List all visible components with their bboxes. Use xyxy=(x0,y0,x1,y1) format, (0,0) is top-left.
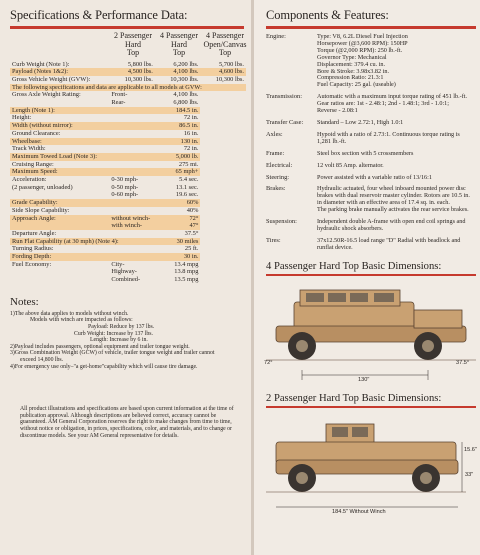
table-cell xyxy=(200,238,246,246)
feature-row xyxy=(266,94,476,115)
feature-line: 1,281 lb.-ft. xyxy=(317,137,347,145)
table-cell: Fuel Economy: xyxy=(12,260,52,268)
table-cell: Grade Capability: xyxy=(10,199,155,207)
spec-row xyxy=(10,238,246,246)
wheelbase-label: 130" xyxy=(358,376,370,383)
table-cell xyxy=(10,276,109,284)
table-cell xyxy=(10,191,109,199)
table-cell xyxy=(200,215,246,223)
table-cell xyxy=(200,207,246,215)
page-title: Specifications & Performance Data: xyxy=(10,8,188,22)
column-headers xyxy=(110,31,247,58)
feature-line: Independent double A-frame with open end coil springs and xyxy=(317,218,466,226)
table-cell: Width (without mirror): xyxy=(10,122,155,130)
table-cell: Gross Axle Weight Rating: xyxy=(12,91,81,99)
feature-line: Reverse - 2.08:1 xyxy=(317,107,358,115)
table-cell xyxy=(200,122,246,130)
fuel-row xyxy=(10,268,246,276)
table-cell: 60% xyxy=(155,199,201,207)
column-header-line: Hard xyxy=(125,39,141,49)
table-cell: 0-60 mph- xyxy=(111,191,139,199)
length-label: 184.5" Without Winch xyxy=(332,508,386,515)
note-line: Curb Weight: Increase by 137 lbs. xyxy=(74,330,153,337)
feature-label: Frame: xyxy=(266,149,285,157)
table-cell: 19.6 sec. xyxy=(175,191,199,199)
feature-label: Electrical: xyxy=(266,161,293,169)
table-cell: 4,600 lbs. xyxy=(200,68,246,76)
spec-row xyxy=(10,207,246,215)
table-cell xyxy=(200,138,246,146)
feature-label: Steering: xyxy=(266,173,290,181)
feature-line: in diameter with an effective area of 17.4 sq. in. each. xyxy=(317,199,450,207)
table-cell xyxy=(200,199,246,207)
table-cell xyxy=(200,91,246,99)
departure-angle-label: 37.5° xyxy=(456,359,470,366)
table-cell: 5,800 lbs. xyxy=(127,60,153,68)
table-cell: Track Width: xyxy=(12,145,46,153)
fuel-row xyxy=(10,261,246,269)
table-cell: 30 in. xyxy=(155,253,201,261)
disclaimer: All product illustrations and specifications are based upon current information at the time of publication approval. Although descriptions are believed correct, accuracy cannot be guaranteed. AM General Corporation reserves the right to make changes from time to time, without notice or obligation, in prices, specifications, color, and materials, and to change or discontinue models. See your AM General representative for details. xyxy=(20,406,234,439)
table-cell: Side Slope Capability: xyxy=(12,206,70,214)
weight-row xyxy=(10,76,246,84)
table-cell xyxy=(200,261,246,269)
table-cell: 6,200 lbs. xyxy=(173,60,199,68)
dim2-title: 2 Passenger Hard Top Basic Dimensions: xyxy=(266,392,442,404)
feature-line: Hydraulic actuated, four wheel inboard mounted power disc xyxy=(317,185,466,193)
feature-line: Fuel Capacity: 25 gal. (useable) xyxy=(317,81,396,89)
table-cell xyxy=(200,268,246,276)
feature-line: hydraulic shock absorbers. xyxy=(317,224,384,232)
table-cell: 16 in. xyxy=(183,129,199,137)
feature-row xyxy=(266,163,476,170)
feature-value xyxy=(317,175,476,182)
feature-line: Compression Ratio: 21.3:1 xyxy=(317,74,384,82)
note-line: Length: Increase by 6 in. xyxy=(90,337,148,344)
table-cell: Gross Vehicle Weight (GVW): xyxy=(12,75,91,83)
table-cell: 13.8 mpg xyxy=(174,268,199,276)
column-header-line: 4 Passenger xyxy=(206,31,244,40)
feature-label: Transfer Case: xyxy=(266,118,304,126)
spec-row xyxy=(10,153,246,161)
spec-row xyxy=(10,230,246,238)
column-4-passenger-open-top xyxy=(202,32,248,58)
table-cell: without winch- xyxy=(109,215,155,223)
feature-line: 12 volt 85 Amp. alternator. xyxy=(317,161,384,169)
notes xyxy=(10,311,244,370)
column-header-line: Top xyxy=(172,48,186,57)
table-cell xyxy=(200,145,246,153)
feature-line: brakes with dual reservoir master cylinder. Rotors are 10.5 in. xyxy=(317,192,470,200)
two-passenger-diagram xyxy=(266,412,476,522)
feature-value xyxy=(317,163,476,170)
ground-clearance-label: 33" xyxy=(465,471,474,478)
table-cell: 13.5 mpg xyxy=(174,276,199,284)
components-title: Components & Features: xyxy=(266,8,389,22)
table-cell xyxy=(10,99,109,107)
feature-line: Hypoid with a ratio of 2.73:1. Continuous torque rating is xyxy=(317,130,460,138)
table-cell: 5.4 sec. xyxy=(179,176,199,184)
feature-value xyxy=(317,186,476,214)
column-header-line: Top xyxy=(218,48,232,57)
column-header-line: Open/Canvas xyxy=(203,39,247,49)
table-cell xyxy=(200,114,246,122)
feature-row xyxy=(266,120,476,127)
spec-row xyxy=(10,138,246,146)
two-passenger-truck-drawing xyxy=(266,412,476,522)
note-line: Payload: Reduce by 137 lbs. xyxy=(88,324,155,331)
table-cell xyxy=(200,153,246,161)
table-cell: (2 passenger, unloaded) xyxy=(12,183,73,191)
table-cell: 5,000 lb. xyxy=(155,153,201,161)
spec-row xyxy=(10,161,246,169)
feature-row xyxy=(266,186,476,214)
table-cell: 65 mph+ xyxy=(155,168,201,176)
four-passenger-diagram xyxy=(266,280,476,390)
red-rule xyxy=(266,26,476,29)
feature-line: Steel box section with 5 crossmembers xyxy=(317,149,414,157)
note-line: 3)Gross Combination Weight (GCW) of vehicle, trailer tongue weight and trailer cannot xyxy=(10,350,215,357)
table-cell: 10,300 lbs. xyxy=(215,75,244,83)
table-cell xyxy=(200,245,246,253)
feature-line: Bore & Stroke: 3.98x3.82 in. xyxy=(317,67,390,75)
column-header-line: Top xyxy=(126,48,140,57)
table-cell: Ground Clearance: xyxy=(12,129,61,137)
feature-line: Automatic with a maximum input torque rating of 451 lb.-ft. xyxy=(317,93,468,101)
red-rule xyxy=(266,274,476,276)
accel-row xyxy=(10,176,246,184)
table-cell: The following specifications and data are applicable to all models at GVW: xyxy=(10,84,246,92)
table-cell xyxy=(200,130,246,138)
table-cell: Turning Radius: xyxy=(12,245,54,253)
red-rule xyxy=(266,406,476,408)
feature-label: Transmission: xyxy=(266,93,302,101)
feature-line: Standard – Low 2.72:1, High 1.0:1 xyxy=(317,118,404,126)
feature-value xyxy=(317,94,476,115)
table-cell: 13.4 mpg xyxy=(174,260,199,268)
table-cell: Highway- xyxy=(111,268,137,276)
feature-line: Gear ratios are: 1st - 2.48:1; 2nd - 1.48:1; 3rd - 1.0:1; xyxy=(317,100,449,108)
table-cell: Maximum Speed: xyxy=(10,168,155,176)
weight-row xyxy=(10,61,246,69)
feature-line: Type: V8, 6.2L Diesel Fuel Injection xyxy=(317,33,408,40)
table-cell: 30 miles xyxy=(155,238,201,246)
table-cell: 184.5 in. xyxy=(155,107,201,115)
table-cell xyxy=(200,191,246,199)
dim4-title: 4 Passenger Hard Top Basic Dimensions: xyxy=(266,260,442,272)
features-list xyxy=(266,34,476,252)
feature-label: Axles: xyxy=(266,130,283,138)
table-cell xyxy=(200,276,246,284)
table-cell: City- xyxy=(111,260,125,268)
table-cell xyxy=(200,161,246,169)
note-line: 2)Payload includes passengers, optional equipment and trailer tongue weight. xyxy=(10,343,190,350)
table-cell: 4,100 lbs. xyxy=(155,68,201,76)
table-cell: Acceleration: xyxy=(12,176,47,184)
table-cell: Approach Angle: xyxy=(10,215,109,223)
column-header-line: Hard xyxy=(171,39,187,49)
table-cell: Payload (Notes 1&2): xyxy=(10,68,109,76)
table-cell: 25 ft. xyxy=(184,245,199,253)
table-cell: Front- xyxy=(111,91,128,99)
feature-line: 37x12.50R-16.5 load range "D" Radial with beadlock and xyxy=(317,236,461,244)
table-cell: Rear- xyxy=(111,99,126,107)
table-cell xyxy=(200,230,246,238)
table-cell: Maximum Towed Load (Note 3): xyxy=(10,153,155,161)
fuel-row xyxy=(10,276,246,284)
feature-row xyxy=(266,151,476,158)
table-cell: Combined- xyxy=(111,276,141,284)
feature-row xyxy=(266,34,476,89)
column-4-passenger-hard-top xyxy=(156,32,202,58)
approach-angle-label: 72° xyxy=(264,359,273,366)
spec-row xyxy=(10,145,246,153)
accel-row xyxy=(10,184,246,192)
table-cell: 10,300 lbs. xyxy=(124,75,153,83)
spec-row xyxy=(10,107,246,115)
feature-row xyxy=(266,132,476,146)
feature-line: Torque (@2,000 RPM): 250 lb.-ft. xyxy=(317,46,403,54)
table-cell xyxy=(10,222,109,230)
table-cell xyxy=(200,253,246,261)
table-cell: 13.1 sec. xyxy=(175,183,199,191)
spec-row xyxy=(10,130,246,138)
axle-row xyxy=(10,99,246,107)
feature-label: Tires: xyxy=(266,236,281,244)
column-2-passenger-hard-top xyxy=(110,32,156,58)
table-cell: 130 in. xyxy=(155,138,201,146)
feature-label: Suspension: xyxy=(266,218,297,226)
feature-value xyxy=(317,151,476,158)
table-cell: Wheelbase: xyxy=(10,138,155,146)
column-header-line: 4 Passenger xyxy=(160,31,198,40)
feature-line: Governor Type: Mechanical xyxy=(317,53,387,61)
feature-value xyxy=(317,34,476,89)
feature-label: Brakes: xyxy=(266,185,286,193)
table-cell: Cruising Range: xyxy=(12,160,54,168)
table-cell xyxy=(200,184,246,192)
feature-value xyxy=(317,238,476,252)
table-cell: 4,100 lbs. xyxy=(173,91,199,99)
feature-line: Displacement: 379.4 cu. in. xyxy=(317,60,386,68)
table-cell: 6,800 lbs. xyxy=(173,99,199,107)
feature-line: runflat device. xyxy=(317,243,353,251)
note-line: 1)The above data applies to models without winch. xyxy=(10,310,129,317)
table-cell: Length (Note 1): xyxy=(10,107,155,115)
red-rule xyxy=(10,26,244,29)
table-cell: 86.5 in. xyxy=(155,122,201,130)
table-cell: Departure Angle: xyxy=(12,229,57,237)
spec-table xyxy=(10,61,246,284)
notes-title: Notes: xyxy=(10,295,39,308)
note-line: Models with winch are impacted as follows: xyxy=(30,317,133,324)
table-cell: with winch- xyxy=(109,222,155,230)
table-cell: Height: xyxy=(12,114,32,122)
column-header-line: 2 Passenger xyxy=(114,31,152,40)
table-cell: 5,700 lbs. xyxy=(218,60,244,68)
approach-row xyxy=(10,215,246,223)
feature-row xyxy=(266,219,476,233)
note-line: 4)For emergency use only–"a get-home"capability which will cause tire damage. xyxy=(10,363,198,370)
table-cell: 0-30 mph- xyxy=(111,176,139,184)
spec-row xyxy=(10,253,246,261)
table-cell xyxy=(200,176,246,184)
feature-line: Horsepower (@3,600 RPM): 150HP xyxy=(317,39,408,47)
spec-row xyxy=(10,245,246,253)
table-cell xyxy=(10,268,109,276)
axle-row xyxy=(10,91,246,99)
four-passenger-truck-drawing xyxy=(266,280,476,390)
feature-value xyxy=(317,132,476,146)
table-cell: 40% xyxy=(186,206,199,214)
table-cell: 0-50 mph- xyxy=(111,183,139,191)
table-cell: Fording Depth: xyxy=(10,253,155,261)
table-cell: Curb Weight (Note 1): xyxy=(12,60,70,68)
table-cell xyxy=(200,107,246,115)
feature-row xyxy=(266,175,476,182)
table-cell: 10,300 lbs. xyxy=(170,75,199,83)
feature-value xyxy=(317,219,476,233)
gvw-banner xyxy=(10,84,246,92)
height-label: 15.6" xyxy=(464,446,477,453)
table-cell xyxy=(200,168,246,176)
components-page xyxy=(254,0,480,555)
approach-row xyxy=(10,222,246,230)
accel-row xyxy=(10,191,246,199)
spec-row xyxy=(10,168,246,176)
feature-value xyxy=(317,120,476,127)
table-cell: 37.5° xyxy=(184,229,199,237)
table-cell: Run Flat Capability (at 30 mph) (Note 4): xyxy=(10,238,155,246)
table-cell: 72 in. xyxy=(183,114,199,122)
table-cell: 4,500 lbs. xyxy=(109,68,155,76)
spec-row xyxy=(10,122,246,130)
spec-row xyxy=(10,114,246,122)
table-cell xyxy=(200,222,246,230)
feature-line: The parking brake manually activates the rear service brakes. xyxy=(317,206,469,214)
table-cell: 47° xyxy=(155,222,201,230)
feature-label: Engine: xyxy=(266,33,286,40)
note-line: exceed 14,800 lbs. xyxy=(20,357,64,364)
feature-line: Power assisted with a variable ratio of 13/16:1 xyxy=(317,173,432,181)
feature-row xyxy=(266,238,476,252)
table-cell xyxy=(200,99,246,107)
table-cell: 275 mi. xyxy=(178,160,199,168)
table-cell: 72 in. xyxy=(183,145,199,153)
spec-row xyxy=(10,199,246,207)
table-cell: 72° xyxy=(155,215,201,223)
weight-row xyxy=(10,68,246,76)
